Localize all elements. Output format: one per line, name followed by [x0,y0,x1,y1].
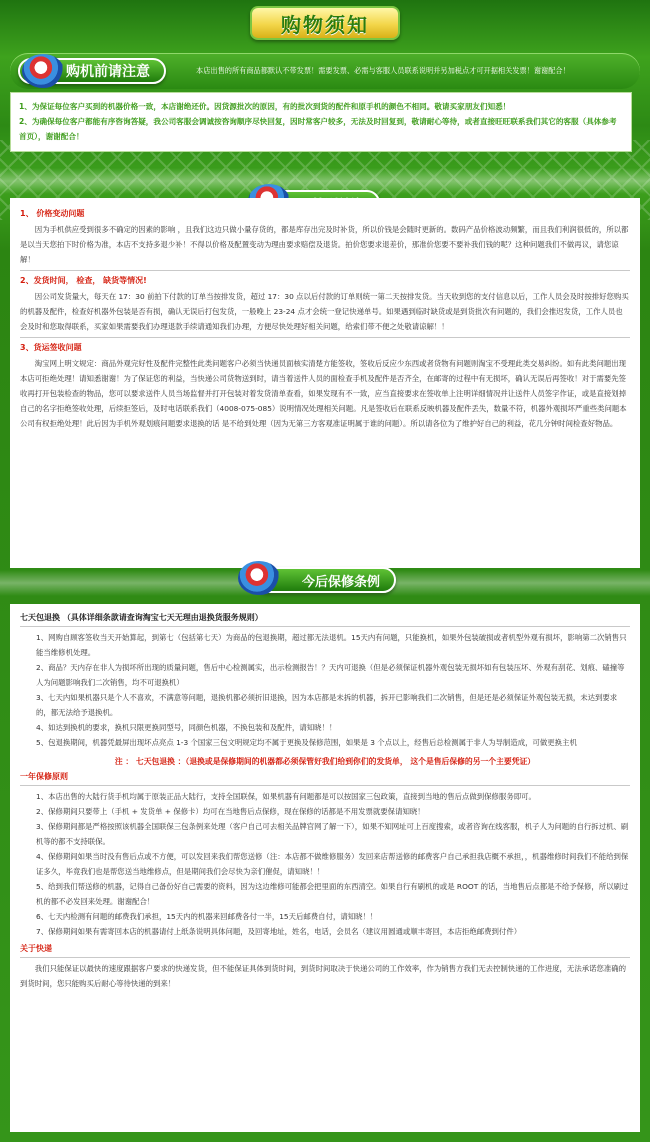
price-change-heading: 1、 价格变动问题 [20,209,85,218]
notice-box [10,92,632,152]
before-purchase-badge-label: 购机前请注意 [66,64,150,80]
shipping-slip-note: 注 ： 七天包退换 ：（退换或是保修期间的机器都必须保管好我们给到你们的发货单， 这个是售后保修的另一个主要凭证） [114,757,536,766]
one-year-item: 3、保修期间都是严格按照该机器全国联保三包条例来处理（客户自己可去相关品牌官网了解一下），如果不知网址可上百度搜索，或者咨询在线客服，机子人为问题的自行拆过机、刷机等的都不支持联保。 [36,822,629,846]
seven-day-item: 3、七天内如果机器只是个人不喜欢，不满意等问题，退换机都必须折旧退换，因为本店都是未拆的机器，拆开已影响我们二次销售，但是还是必须保证外观包装无损，未达到要求的，都无法给予退换机。 [36,693,618,717]
express-heading: 关于快递 [20,944,52,953]
seven-day-return-heading: 七天包退换 （具体详细条款请查询淘宝七天无理由退换货服务规则） [20,613,263,622]
brand-logo-icon [22,54,64,88]
express-text: 我们只能保证以最快的速度跟据客户要求的快递发货，但不能保证具体到货时间，到货时间取决于快递公司的工作效率，作为销售方我们无去控制快递的工作进度，无法承诺您准确的到货时间，您只能购买后耐心等待快递的到来！ [20,964,627,988]
one-year-item: 4、保修期间如果当时没有售后点或不方便，可以发回来我们帮您送修（注：本店都不做维修服务）发回来店帮送修的邮费客户自己承担我店概不承担，，机器维修时间我们不能给到保证多久，毕竟我们也是帮您送当地维修点，但是期间我们会尽快为亲们催促，请知晓！！ [36,852,629,876]
price-change-text: 因为手机供应受到很多不确定的因素的影响 ，且我们这边只做小量存货的，都是库存出完及时补货，所以价钱是会随时更新的。数码产品价格波动频繁，而且我们利润很低的，所以都是以当天您拍下时价格为准，本店不支持多退少补！不得以价格及配置变动为理由要求赔偿及退货。拍价您要求退差价，那准价您要不要补我们钱的呢？这种问题我们不做再议，请您谅解！ [20,225,629,264]
divider [20,785,630,786]
divider [20,626,630,627]
shipping-heading: 2、发货时间， 检查， 缺货等情况! [20,276,147,285]
one-year-warranty-heading: 一年保修原则 [20,772,68,781]
seven-day-item: 5、包退换期间，机器凭最屏出现坏点亮点 1-3 个国家三包文明规定均不属于更换及保修范围，如果是 3 个点以上，经售后总检测属于非人为导制造成，可做更换主机 [36,738,577,747]
warranty-panel [10,604,640,1132]
warranty-badge-label: 今后保修条例 [302,574,381,590]
seven-day-item: 1、网购自顾客签收当天开始算起，到第七（包括第七天）为商品的包退换期，超过都无法退机。15天内有问题，只能换机，如果外包装破损或者机型外观有损坏，影响第二次销售只能当维修机处理。 [36,633,627,657]
shipping-text: 因公司发货量大，每天在 17：30 前拍下付款的订单当按排发货，超过 17：30 点以后付款的订单则统一第二天按排发货。当天收到您的支付信息以后，工作人员会及时按排好您购买的机器及配件，检查好机器外包装是否有损，确认无误后打包发货，一般晚上 23-24 点才会统一登记快递单号。如果遇到临时缺货或是到货批次有问题的，我们会推迟发货，工作人员也会及时和您取得联系，买家如果需要我们办理退款手续请通知我们办理，方便尽快处理好相关问题，给索们带不便之处敬请谅解！！ [20,292,629,331]
special-attention-panel [10,198,640,568]
page-title [250,6,400,40]
header-note: 本店出售的所有商品都默认不带发票！需要发票、必需与客服人员联系说明并另加税点才可开据相关发票！谢谢配合！ [196,66,570,75]
one-year-item: 1、本店出售的大陆行货手机均属于原装正品大陆行，支持全国联保，如果机器有问题都是可以按国家三包政策，直接到当地的售后点做到保修服务即可。 [36,792,536,801]
brand-logo-icon [238,561,280,595]
notice-item: 1、为保证每位客户买到的机器价格一致，本店谢绝还价。因货源批次的原因，有的批次到货的配件和原手机的颜色不相同。敬请买家朋友们知悉！ [19,102,511,111]
divider [20,957,630,958]
one-year-item: 5、给到我们帮送修的机器，记得自己备份好自己需要的资料，因为这边维修可能都会把里面的东西清空。如果自行有刷机的或是 ROOT 的话，当地售后点都是不给予保修，所以刷过机的都不必发回来处理。谢谢配合！ [36,882,629,906]
one-year-item: 7、保修期间如果有需寄回本店的机器请付上纸条说明具体问题，及回寄地址，姓名，电话，会员名（建议用圆通或顺丰寄回，本店拒绝邮费到付件） [36,927,522,936]
notice-item: 2、为确保每位客户都能有序咨询答疑，我公司客服会调诚按咨询顺序尽快回复，因时常客户较多，无法及时回复到，敬请耐心等待，或者直接旺旺联系我们其它的客服（具体参考首页），谢谢配合！ [19,117,617,141]
delivery-receipt-text: 淘宝网上明文规定：商品外观完好性及配件完整性此类问题客户必须当快递员面核实清楚方能签收，签收后反应少东西或者货物有问题则淘宝不受理此类交易纠纷。如有此类问题出现本店可拒绝处理！请知悉谢谢！为了保证您的利益，当快递公司货物送到时，请当着送件人员的面检查手机及配件是否齐全，在邮寄的过程中有无损坏，确认无误后再签收！对于需要先签收再打开包装检查的物品，您可以要求送件人员当场监督并打开包装对着发货清单查看，如果发现有不一致，应当直接要求在签收单上注明详细情况并让送件人员签字作证，或是直接划掉自己的名字拒绝签收处理，后续拒签后，及时电话联系我们（4008-075-085）说明情况处理相关问题。凡是签收后在联系反映机器及配件丢失，数量不符，机器外观损坏严重些类问题本公司有权拒绝处理！此后因为手机外观划痕问题要求退换的话 是不给到处理（因为无第三方客观准证明属于谁的问题）。所以请各位为了维护好自己的利益，花几分钟时间检查好物品。 [20,359,627,428]
delivery-receipt-heading: 3、货运签收问题 [20,343,82,352]
one-year-item: 2、保修期间只要带上（手机 + 发货单 + 保修卡）均可在当地售后点保修，现在保修的话都是不用发票就要保请知晓！ [36,807,425,816]
divider [20,270,630,271]
seven-day-item: 4、如达到换机的要求，换机只限更换同型号，同颜色机器，不换包装和及配件，请知晓！！ [36,723,337,732]
page-title-text: 购物须知 [281,12,369,37]
one-year-item: 6、七天内检测有问题的邮费我们承担，15天内的机器来回邮费各付一半，15天后邮费自付，请知晓！！ [36,912,378,921]
divider [20,337,630,338]
seven-day-item: 2、商品？天内存在非人为损坏所出现的质量问题，售后中心检测属实，出示检测报告！？天内可退换（但是必须保证机器外观包装无损坏如有包装压坏、外观有刮花、划痕、磕撞等人为问题影响我们二次销售，均不可退换机） [36,663,625,687]
